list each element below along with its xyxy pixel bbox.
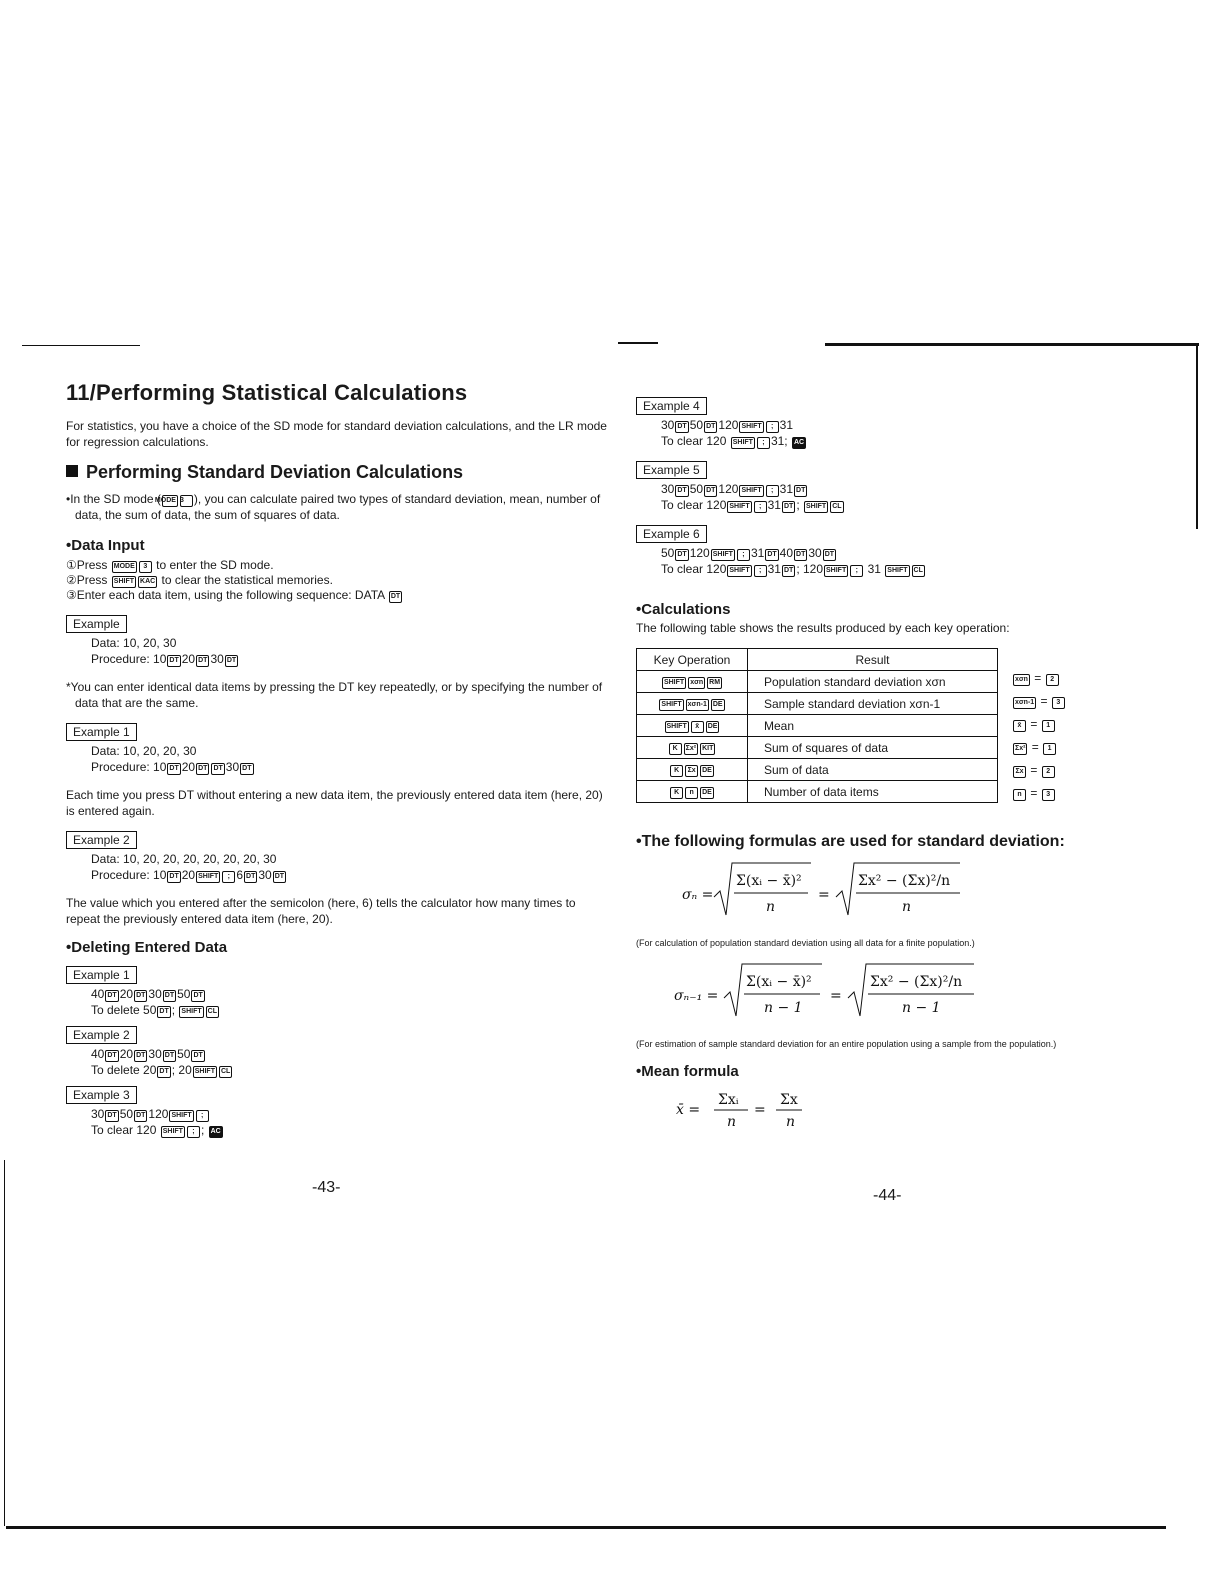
dt-key-icon: DT (196, 763, 209, 775)
right-page (636, 393, 1196, 1139)
value: 50 (689, 482, 704, 496)
dt-key-icon: DT (273, 871, 286, 883)
ex6-line1 (661, 545, 1196, 561)
value: 31 (767, 562, 781, 576)
equals-sign: = (1027, 763, 1041, 777)
table-header-result: Result (748, 649, 998, 671)
sd-mode-before: •In the SD mode ( (66, 492, 161, 506)
shift-key-icon: SHIFT (727, 565, 751, 577)
sum-squares-expression: Σx² − (Σx)²/n (870, 974, 963, 990)
calc-intro: The following table shows the results produced by each key operation: (636, 621, 1010, 635)
key-equivalence (998, 740, 1066, 763)
result-cell: Sum of squares of data (748, 737, 998, 759)
kac-key-icon: KAC (138, 576, 157, 588)
formula1-note: (For calculation of population standard deviation using all data for a finite population.) (636, 938, 975, 948)
value: 20 (181, 868, 196, 882)
semicolon-key-icon: ; (737, 549, 750, 561)
calculator-key-icon: K (670, 765, 683, 777)
table-row (637, 737, 998, 759)
value: 31 (779, 482, 794, 496)
value: 50 (119, 1107, 134, 1121)
cl-key-icon: CL (912, 565, 925, 577)
del-ex3-line1 (91, 1106, 611, 1122)
calculator-key-icon: xσn (688, 677, 705, 689)
calculator-key-icon: Σx (1013, 766, 1026, 778)
semicolon-text: The value which you entered after the semicolon (here, 6) tells the calculator how many times to repeat the previously entered data item (here, 20). (66, 896, 576, 926)
value: 30 (661, 482, 675, 496)
section-title: Performing Standard Deviation Calculations (86, 462, 464, 482)
right-edge-rule (1196, 344, 1198, 529)
value: 30 (258, 868, 272, 882)
semicolon-key-icon: ; (757, 437, 770, 449)
mode-key-icon: MODE (112, 561, 137, 573)
table-row (637, 693, 998, 715)
del-example1-box: Example 1 (66, 966, 137, 984)
to-delete-text: To delete 20 (91, 1063, 157, 1077)
shift-key-icon: SHIFT (193, 1066, 217, 1078)
step-2 (66, 573, 611, 588)
key-equivalence (998, 786, 1066, 809)
left-edge-rule (4, 1160, 5, 1526)
dt-key-icon: DT (134, 1110, 147, 1122)
ex6-line2 (661, 561, 1196, 577)
proc-prefix: Procedure: (91, 868, 150, 882)
calculator-key-icon: x̄ (1013, 720, 1026, 732)
key-operation-cell (637, 671, 748, 693)
dt-key-icon: DT (105, 990, 118, 1002)
data-input-heading: •Data Input (66, 537, 145, 554)
example2-lines (66, 851, 611, 883)
key-operation-cell (637, 759, 748, 781)
calculator-key-icon: 1 (1043, 743, 1056, 755)
equals-sign: = (1027, 717, 1041, 731)
dt-key-icon: DT (704, 485, 717, 497)
mean-heading: •Mean formula (636, 1063, 739, 1080)
value: 30 (661, 418, 675, 432)
equals-sign: = (1027, 786, 1041, 800)
equals-sign: = (1037, 694, 1051, 708)
cl-key-icon: CL (206, 1006, 219, 1018)
del-ex2-line2: To delete 20 DT ; 20 SHIFT CL (91, 1063, 231, 1077)
dt-key-icon: DT (675, 485, 688, 497)
step-1 (66, 558, 611, 573)
value: 10 (153, 652, 167, 666)
key-operation-cell (637, 737, 748, 759)
mean-denominator: n (786, 1114, 796, 1130)
calculations-heading: •Calculations (636, 601, 731, 618)
value: 120 (718, 418, 739, 432)
denominator-n-minus-1: n − 1 (764, 1000, 803, 1016)
dt-key-icon: DT (389, 591, 402, 603)
table-row (637, 781, 998, 803)
dt-key-icon: DT (163, 1050, 176, 1062)
calculator-key-icon: n (685, 787, 698, 799)
page-number-right: -44- (873, 1187, 902, 1204)
result-cell: Mean (748, 715, 998, 737)
value: 31 (750, 546, 765, 560)
semicolon-key-icon: ; (766, 485, 779, 497)
value: 31 (779, 418, 794, 432)
value: 20 (178, 1063, 192, 1077)
value: 30 (808, 546, 822, 560)
top-rule-center (618, 342, 658, 344)
del-example3-box: Example 3 (66, 1086, 137, 1104)
to-clear-text: To clear 120 (661, 498, 727, 512)
example-procedure (91, 651, 611, 667)
example6-box: Example 6 (636, 525, 707, 543)
semicolon-key-icon: ; (754, 565, 767, 577)
value: 50 (177, 987, 191, 1001)
dt-key-icon: DT (134, 990, 147, 1002)
value: 20 (181, 652, 196, 666)
value: 10 (153, 760, 167, 774)
key-equivalence (998, 671, 1066, 694)
example1-procedure (91, 759, 611, 775)
dt-key-icon: DT (794, 549, 807, 561)
value: 20 (181, 760, 196, 774)
del-ex1-line1 (91, 986, 611, 1002)
semicolon-key-icon: ; (850, 565, 863, 577)
dt-key-icon: DT (157, 1006, 170, 1018)
each-time-text: Each time you press DT without entering a new data item, the previously entered data item (here, 20) is entered again. (66, 788, 603, 818)
example6-lines (636, 545, 1196, 577)
example2-procedure (91, 867, 611, 883)
value: 50 (177, 1047, 191, 1061)
semicolon-key-icon: ; (196, 1110, 209, 1122)
to-delete-text: To delete 50 (91, 1003, 157, 1017)
to-clear-text: To clear 120 (661, 562, 727, 576)
equals-sign: = (818, 887, 830, 903)
page-number-left: -43- (312, 1179, 341, 1196)
calculator-key-icon: 2 (1042, 766, 1055, 778)
note-same-items: *You can enter identical data items by pressing the DT key repeatedly, or by specifying the number of data that are the same. (66, 680, 603, 710)
value: ; 120 (796, 562, 824, 576)
key-operation-cell (637, 781, 748, 803)
dt-key-icon: DT (157, 1066, 170, 1078)
semicolon-key-icon: ; (187, 1126, 200, 1138)
shift-key-icon: SHIFT (885, 565, 909, 577)
calculator-key-icon: K (669, 743, 682, 755)
dt-key-icon: DT (196, 655, 209, 667)
square-bullet-icon (66, 465, 78, 477)
formula2-note: (For estimation of sample standard deviation for an entire population using a sample from the population.) (636, 1039, 1057, 1049)
shift-key-icon: SHIFT (112, 576, 136, 588)
value: 120 (718, 482, 739, 496)
value: 31; (770, 434, 788, 448)
ex5-line2: To clear 120 SHIFT ; 31 DT ; SHIFT CL (661, 498, 842, 512)
dt-key-icon: DT (167, 871, 180, 883)
dt-key-icon: DT (225, 655, 238, 667)
x-bar-symbol: x̄ = (676, 1102, 701, 1118)
example-box: Example (66, 615, 127, 633)
step-3 (66, 588, 611, 603)
ac-key-icon: AC (792, 437, 806, 449)
key-operation-cell (637, 693, 748, 715)
shift-key-icon: SHIFT (824, 565, 848, 577)
semicolon-key-icon: ; (222, 871, 235, 883)
del-example2-lines (66, 1046, 611, 1078)
dt-key-icon: DT (167, 655, 180, 667)
dt-key-icon: DT (765, 549, 778, 561)
table-row (637, 671, 998, 693)
formula-population (636, 857, 1136, 927)
value: 30 (148, 1047, 162, 1061)
dt-key-icon: DT (782, 501, 795, 513)
ex4-line1 (661, 417, 1196, 433)
semicolon-key-icon: ; (754, 501, 767, 513)
del-ex2-line1 (91, 1046, 611, 1062)
del-example1-lines (66, 986, 611, 1018)
table-row (637, 715, 998, 737)
example2-data: Data: 10, 20, 20, 20, 20, 20, 20, 30 (91, 852, 277, 866)
equivalence-column (998, 671, 1066, 809)
result-cell: Sum of data (748, 759, 998, 781)
shift-key-icon: SHIFT (731, 437, 755, 449)
calculator-key-icon: 2 (1046, 674, 1059, 686)
dt-key-icon: DT (105, 1110, 118, 1122)
table-row (637, 759, 998, 781)
dt-key-icon: DT (167, 763, 180, 775)
calculator-key-icon: RM (707, 677, 722, 689)
calculator-key-icon: DE (700, 787, 714, 799)
formula-mean (636, 1084, 936, 1134)
table-header-key-op: Key Operation (637, 649, 748, 671)
example1-lines (66, 743, 611, 775)
calculator-key-icon: n (1013, 789, 1026, 801)
example4-box: Example 4 (636, 397, 707, 415)
del-example2-box: Example 2 (66, 1026, 137, 1044)
value: 6 (236, 868, 244, 882)
mean-numerator-short: Σx (780, 1092, 798, 1108)
key-operation-cell (637, 715, 748, 737)
sd-mode-after: ), you can calculate paired two types of standard deviation, mean, number of data, the sum of data, the sum of squares of data. (75, 492, 601, 522)
step2-text: ②Press (66, 573, 108, 587)
value: 20 (119, 1047, 134, 1061)
shift-key-icon: SHIFT (804, 501, 828, 513)
example-lines (66, 635, 611, 667)
shift-key-icon: SHIFT (739, 421, 763, 433)
page-title: 11/Performing Statistical Calculations (66, 380, 468, 405)
equals-sign: = (830, 988, 842, 1004)
to-clear-text: To clear 120 (661, 434, 727, 448)
value: 10 (153, 868, 167, 882)
sum-squares-expression: Σx² − (Σx)²/n (858, 873, 951, 889)
calculator-key-icon: x̄ (691, 721, 704, 733)
left-page (66, 380, 611, 1138)
dt-key-icon: DT (191, 990, 204, 1002)
example2-box: Example 2 (66, 831, 137, 849)
mode-key-icon: MODE (162, 495, 178, 507)
ex5-line1 (661, 481, 1196, 497)
dt-key-icon: DT (704, 421, 717, 433)
calculator-key-icon: Σx (685, 765, 698, 777)
dt-key-icon: DT (240, 763, 253, 775)
calculator-key-icon: DE (700, 765, 714, 777)
table-body (637, 671, 998, 803)
formula-sample (636, 958, 1136, 1028)
calculator-key-icon: xσn-1 (1013, 697, 1036, 709)
semicolon-key-icon: ; (766, 421, 779, 433)
top-rule-right (825, 343, 1199, 346)
denominator-n: n (766, 899, 776, 915)
example1-box: Example 1 (66, 723, 137, 741)
dt-key-icon: DT (163, 990, 176, 1002)
bottom-rule (6, 1526, 1166, 1529)
value: 120 (148, 1107, 169, 1121)
value: 40 (91, 1047, 105, 1061)
value: 30 (91, 1107, 105, 1121)
value: 50 (689, 418, 704, 432)
to-clear-text: To clear 120 (91, 1123, 157, 1137)
sum-expression: Σ(xᵢ − x̄)² (736, 873, 802, 889)
ac-key-icon: AC (209, 1126, 223, 1138)
equals-sign: = (754, 1102, 766, 1118)
calculator-key-icon: 3 (1042, 789, 1055, 801)
result-cell: Sample standard deviation xσn-1 (748, 693, 998, 715)
del-example3-lines (66, 1106, 611, 1138)
step2-after: to clear the statistical memories. (161, 573, 333, 587)
shift-key-icon: SHIFT (169, 1110, 193, 1122)
dt-key-icon: DT (244, 871, 257, 883)
section-heading (66, 462, 611, 483)
sigma-n-symbol: σₙ = (682, 887, 714, 903)
results-block (636, 636, 1196, 809)
equals-sign: = (1030, 671, 1045, 685)
dt-key-icon: DT (191, 1050, 204, 1062)
key-equivalence (998, 694, 1066, 717)
value: 30 (148, 987, 162, 1001)
step3-text: ③Enter each data item, using the following sequence: DATA (66, 588, 385, 602)
table-header-row (637, 649, 998, 671)
dt-key-icon: DT (823, 549, 836, 561)
shift-key-icon: SHIFT (739, 485, 763, 497)
equals-sign: = (1028, 740, 1043, 754)
calculator-key-icon: K (670, 787, 683, 799)
value: 40 (91, 987, 105, 1001)
shift-key-icon: SHIFT (196, 871, 220, 883)
step1-after: to enter the SD mode. (156, 558, 274, 572)
proc-prefix: Procedure: (91, 652, 150, 666)
three-key-icon: 3 (180, 495, 193, 507)
example5-box: Example 5 (636, 461, 707, 479)
value: 40 (779, 546, 794, 560)
intro-text: For statistics, you have a choice of the SD mode for standard deviation calculations, and the LR mode for regression calculations. (66, 419, 607, 449)
shift-key-icon: SHIFT (727, 501, 751, 513)
formulas-heading: •The following formulas are used for standard deviation: (636, 833, 1065, 850)
value: 31 (867, 562, 881, 576)
del-ex3-line2: To clear 120 SHIFT ; ; AC (91, 1123, 221, 1137)
value: 30 (210, 652, 224, 666)
calculator-key-icon: 1 (1042, 720, 1055, 732)
step1-text: ①Press (66, 558, 108, 572)
proc-prefix: Procedure: (91, 760, 150, 774)
mean-numerator: Σxᵢ (718, 1092, 739, 1108)
dt-key-icon: DT (675, 549, 688, 561)
sd-mode-text (66, 491, 611, 523)
calculator-key-icon: xσn-1 (686, 699, 709, 711)
calculator-key-icon: Σx² (684, 743, 698, 755)
mean-denominator: n (727, 1114, 737, 1130)
dt-key-icon: DT (794, 485, 807, 497)
del-ex1-line2: To delete 50 DT ; SHIFT CL (91, 1003, 217, 1017)
sum-expression: Σ(xᵢ − x̄)² (746, 974, 812, 990)
calculator-key-icon: DE (706, 721, 720, 733)
denominator-n: n (902, 899, 912, 915)
value: 50 (661, 546, 675, 560)
denominator-n-minus-1: n − 1 (902, 1000, 941, 1016)
value: 120 (689, 546, 710, 560)
shift-key-icon: SHIFT (161, 1126, 185, 1138)
calculator-key-icon: SHIFT (662, 677, 686, 689)
value: 20 (119, 987, 134, 1001)
calculator-key-icon: KIT (700, 743, 715, 755)
value: 30 (225, 760, 240, 774)
sigma-n1-symbol: σₙ₋₁ = (674, 988, 719, 1004)
calculator-key-icon: 3 (1052, 697, 1065, 709)
shift-key-icon: SHIFT (711, 549, 735, 561)
cl-key-icon: CL (830, 501, 843, 513)
dt-key-icon: DT (105, 1050, 118, 1062)
dt-key-icon: DT (675, 421, 688, 433)
ex4-line2 (661, 433, 1196, 449)
example1-data: Data: 10, 20, 20, 30 (91, 744, 197, 758)
calculator-key-icon: SHIFT (665, 721, 689, 733)
key-equivalence (998, 763, 1066, 786)
calculator-key-icon: Σx² (1013, 743, 1027, 755)
result-cell: Population standard deviation xσn (748, 671, 998, 693)
example-data: Data: 10, 20, 30 (91, 636, 177, 650)
top-rule-left (22, 345, 140, 346)
calculator-key-icon: xσn (1013, 674, 1030, 686)
results-table (636, 648, 998, 803)
dt-key-icon: DT (134, 1050, 147, 1062)
shift-key-icon: SHIFT (179, 1006, 203, 1018)
deleting-heading: •Deleting Entered Data (66, 939, 228, 956)
result-cell: Number of data items (748, 781, 998, 803)
example4-lines (636, 417, 1196, 449)
key-equivalence (998, 717, 1066, 740)
dt-key-icon: DT (782, 565, 795, 577)
example5-lines (636, 481, 1196, 513)
calculator-key-icon: SHIFT (659, 699, 683, 711)
cl-key-icon: CL (219, 1066, 232, 1078)
three-key-icon: 3 (139, 561, 152, 573)
value: 31 (767, 498, 781, 512)
dt-key-icon: DT (211, 763, 224, 775)
calculator-key-icon: DE (711, 699, 725, 711)
